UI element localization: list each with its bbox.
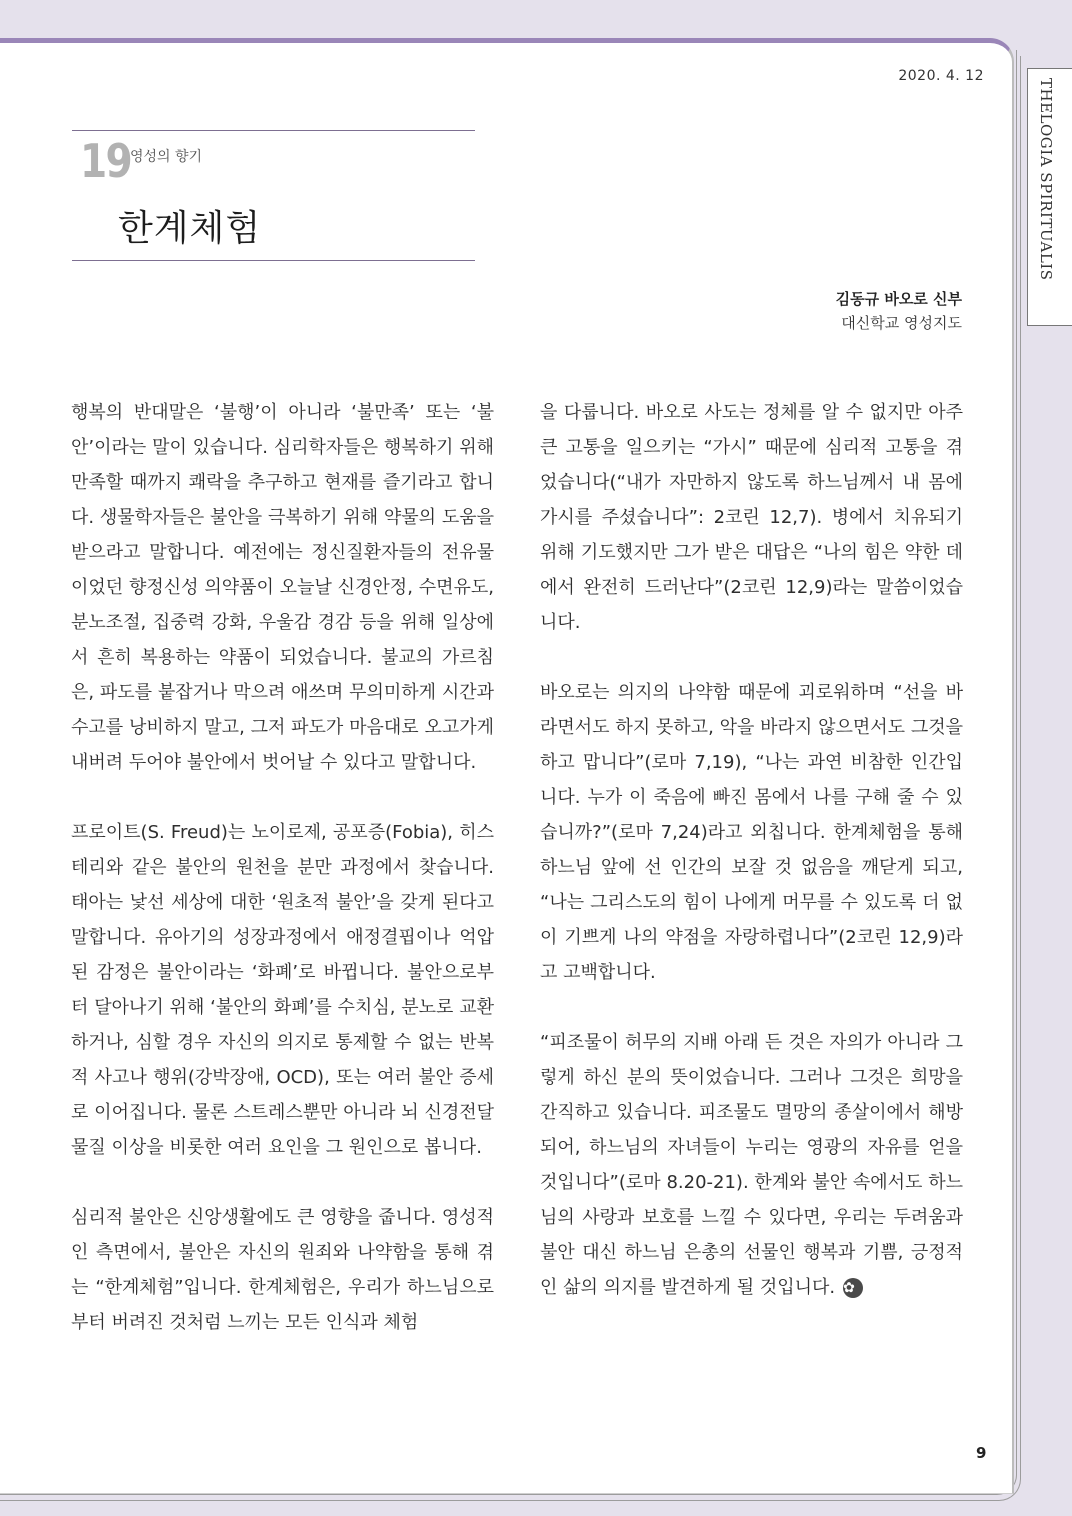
side-tab-label: THELOGIA SPIRITUALIS (1037, 78, 1055, 281)
paragraph-text: “피조물이 허무의 지배 아래 든 것은 자의가 아니라 그렇게 하신 분의 뜻이었습니다. 그러나 그것은 희망을 간직하고 있습니다. 피조물도 멸망의 종살이에서 해방되어, 하느님의 자녀들이 누리는 영광의 자유를 얻을 것입니다”(로마 8.20-21). 한계와 불안 속에서도 하느님의 사랑과 보호를 느낄 수 있다면, 우리는 두려움과 불안 대신 하느님 은총의 선물인 행복과 기쁨, 긍정적인 삶의 의지를 발견하게 될 것입니다. (540, 1032, 963, 1298)
author-block (836, 287, 962, 335)
body-column-right (540, 395, 963, 1340)
paragraph: 바오로는 의지의 나약함 때문에 괴로워하며 “선을 바라면서도 하지 못하고, 악을 바라지 않으면서도 그것을 하고 맙니다”(로마 7,19), “나는 과연 비참한 인간입니다. 누가 이 죽음에 빠진 몸에서 나를 구해 줄 수 있습니까?”(로마 7,24)라고 외칩니다. 한계체험을 통해 하느님 앞에 선 인간의 보잘 것 없음을 깨닫게 되고, “나는 그리스도의 힘이 나에게 머무를 수 있도록 더 없이 기쁘게 나의 약점을 자랑하렵니다”(2코린 12,9)라고 고백합니다. (540, 682, 963, 983)
end-mark-icon: ✿ (843, 1278, 863, 1298)
paragraph: 프로이트(S. Freud)는 노이로제, 공포증(Fobia), 히스테리와 같은 불안의 원천을 분만 과정에서 찾습니다. 태아는 낯선 세상에 대한 ‘원초적 불안’을 갖게 된다고 말합니다. 유아기의 성장과정에서 애정결핍이나 억압된 감정은 불안이라는 ‘화폐’로 바뀝니다. 불안으로부터 달아나기 위해 ‘불안의 화폐’를 수치심, 분노로 교환하거나, 심할 경우 자신의 의지로 통제할 수 없는 반복적 사고나 행위(강박장애, OCD), 또는 여러 불안 증세로 이어집니다. 물론 스트레스뿐만 아니라 뇌 신경전달물질 이상을 비롯한 여러 요인을 그 원인으로 봅니다. (71, 822, 494, 1158)
article-title: 한계체험 (118, 208, 262, 249)
article-number: 19 (80, 134, 132, 188)
issue-date: 2020. 4. 12 (898, 68, 984, 84)
page-number: 9 (976, 1444, 987, 1462)
paragraph: 심리적 불안은 신앙생활에도 큰 영향을 줍니다. 영성적인 측면에서, 불안은 자신의 원죄와 나약함을 통해 겪는 “한계체험”입니다. 한계체험은, 우리가 하느님으로부터 버려진 것처럼 느끼는 모든 인식과 체험 (71, 1207, 494, 1333)
series-name: 영성의 향기 (130, 149, 203, 165)
body-column-left (71, 395, 494, 1375)
author-name: 김동규 바오로 신부 (835, 290, 962, 308)
author-affiliation: 대신학교 영성지도 (841, 314, 962, 332)
title-rule-bottom (72, 260, 475, 261)
paragraph-last (540, 1025, 963, 1305)
paragraph: 을 다룹니다. 바오로 사도는 정체를 알 수 없지만 아주 큰 고통을 일으키는 “가시” 때문에 심리적 고통을 겪었습니다(“내가 자만하지 않도록 하느님께서 내 몸에 가시를 주셨습니다”: 2코린 12,7). 병에서 치유되기 위해 기도했지만 그가 받은 대답은 “나의 힘은 약한 데에서 완전히 드러난다”(2코린 12,9)라는 말씀이었습니다. (540, 402, 963, 633)
title-rule-top (72, 130, 475, 131)
paragraph: 행복의 반대말은 ‘불행’이 아니라 ‘불만족’ 또는 ‘불안’이라는 말이 있습니다. 심리학자들은 행복하기 위해 만족할 때까지 쾌락을 추구하고 현재를 즐기라고 합니다. 생물학자들은 불안을 극복하기 위해 약물의 도움을 받으라고 말합니다. 예전에는 정신질환자들의 전유물이었던 향정신성 의약품이 오늘날 신경안정, 수면유도, 분노조절, 집중력 강화, 우울감 경감 등을 위해 일상에서 흔히 복용하는 약품이 되었습니다. 불교의 가르침은, 파도를 붙잡거나 막으려 애쓰며 무의미하게 시간과 수고를 낭비하지 말고, 그저 파도가 마음대로 오고가게 내버려 두어야 불안에서 벗어날 수 있다고 말합니다. (71, 402, 494, 773)
